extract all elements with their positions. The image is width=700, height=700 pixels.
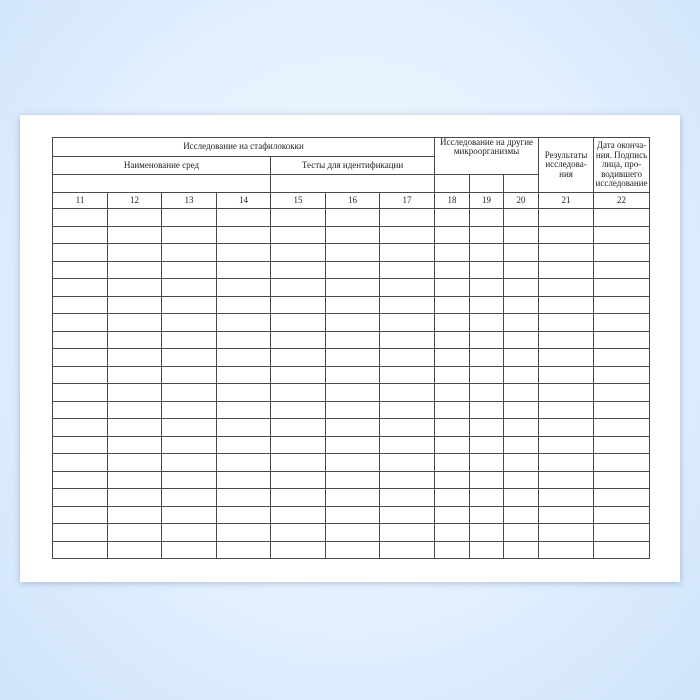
table-row xyxy=(53,366,650,384)
table-cell xyxy=(162,506,217,524)
table-cell xyxy=(380,261,435,279)
table-cell xyxy=(539,401,594,419)
other-subheader-cell xyxy=(504,175,539,193)
table-cell xyxy=(271,454,326,472)
table-cell xyxy=(217,471,271,489)
table-cell xyxy=(435,419,470,437)
table-cell xyxy=(539,261,594,279)
table-cell xyxy=(539,489,594,507)
table-cell xyxy=(53,541,108,559)
table-cell xyxy=(53,384,108,402)
table-row xyxy=(53,261,650,279)
table-cell xyxy=(594,436,650,454)
table-cell xyxy=(53,261,108,279)
table-cell xyxy=(594,296,650,314)
column-number: 12 xyxy=(108,193,162,209)
table-cell xyxy=(470,366,504,384)
table-cell xyxy=(435,384,470,402)
table-cell xyxy=(271,489,326,507)
table-cell xyxy=(271,506,326,524)
table-cell xyxy=(380,244,435,262)
table-cell xyxy=(435,279,470,297)
table-row xyxy=(53,436,650,454)
table-cell xyxy=(53,209,108,227)
table-cell xyxy=(108,436,162,454)
table-cell xyxy=(108,314,162,332)
table-cell xyxy=(271,296,326,314)
table-row xyxy=(53,314,650,332)
table-cell xyxy=(217,349,271,367)
table-cell xyxy=(53,279,108,297)
table-cell xyxy=(326,489,380,507)
table-cell xyxy=(271,541,326,559)
table-cell xyxy=(594,506,650,524)
table-cell xyxy=(217,226,271,244)
table-cell xyxy=(162,419,217,437)
table-cell xyxy=(539,436,594,454)
table-row xyxy=(53,349,650,367)
table-cell xyxy=(504,384,539,402)
table-row xyxy=(53,331,650,349)
table-cell xyxy=(380,489,435,507)
table-cell xyxy=(217,436,271,454)
table-cell xyxy=(380,366,435,384)
table-cell xyxy=(108,506,162,524)
table-cell xyxy=(504,436,539,454)
table-cell xyxy=(504,401,539,419)
table-row xyxy=(53,226,650,244)
column-number: 11 xyxy=(53,193,108,209)
table-cell xyxy=(326,244,380,262)
table-cell xyxy=(162,366,217,384)
results-header: Результаты исследова-ния xyxy=(539,138,594,193)
table-row xyxy=(53,489,650,507)
table-cell xyxy=(504,506,539,524)
table-cell xyxy=(380,384,435,402)
table-cell xyxy=(470,296,504,314)
table-cell xyxy=(470,244,504,262)
table-cell xyxy=(594,541,650,559)
table-cell xyxy=(271,401,326,419)
table-cell xyxy=(435,401,470,419)
table-cell xyxy=(435,314,470,332)
table-row xyxy=(53,384,650,402)
table-cell xyxy=(435,541,470,559)
table-cell xyxy=(162,244,217,262)
table-cell xyxy=(594,314,650,332)
table-cell xyxy=(53,314,108,332)
column-number: 17 xyxy=(380,193,435,209)
column-number: 13 xyxy=(162,193,217,209)
table-cell xyxy=(326,541,380,559)
table-cell xyxy=(217,331,271,349)
table-cell xyxy=(271,366,326,384)
table-cell xyxy=(271,436,326,454)
table-cell xyxy=(594,454,650,472)
table-cell xyxy=(53,471,108,489)
table-cell xyxy=(435,296,470,314)
table-cell xyxy=(108,209,162,227)
tests-subheader-cell xyxy=(271,175,435,193)
table-cell xyxy=(53,489,108,507)
table-cell xyxy=(53,349,108,367)
table-cell xyxy=(380,349,435,367)
table-cell xyxy=(217,261,271,279)
table-row xyxy=(53,401,650,419)
table-cell xyxy=(217,314,271,332)
table-cell xyxy=(504,471,539,489)
table-cell xyxy=(217,506,271,524)
table-cell xyxy=(162,489,217,507)
table-cell xyxy=(217,401,271,419)
table-cell xyxy=(108,226,162,244)
table-cell xyxy=(504,454,539,472)
table-cell xyxy=(470,454,504,472)
completion-date-header: Дата оконча-ния. Подпись лица, про-водившего исследование xyxy=(594,138,650,193)
table-cell xyxy=(217,489,271,507)
table-cell xyxy=(594,471,650,489)
table-cell xyxy=(108,261,162,279)
table-cell xyxy=(504,541,539,559)
other-subheader-cell xyxy=(470,175,504,193)
table-cell xyxy=(162,279,217,297)
table-cell xyxy=(435,349,470,367)
table-cell xyxy=(539,471,594,489)
table-cell xyxy=(108,296,162,314)
table-cell xyxy=(217,384,271,402)
table-cell xyxy=(271,524,326,542)
table-cell xyxy=(380,401,435,419)
table-row xyxy=(53,244,650,262)
table-cell xyxy=(435,436,470,454)
table-cell xyxy=(594,331,650,349)
table-cell xyxy=(435,506,470,524)
table-cell xyxy=(53,419,108,437)
table-cell xyxy=(380,296,435,314)
table-cell xyxy=(326,384,380,402)
table-cell xyxy=(217,541,271,559)
table-cell xyxy=(539,419,594,437)
table-cell xyxy=(162,401,217,419)
table-cell xyxy=(539,349,594,367)
table-cell xyxy=(504,296,539,314)
table-cell xyxy=(504,226,539,244)
media-subheader-cell xyxy=(53,175,271,193)
table-cell xyxy=(539,541,594,559)
table-cell xyxy=(108,524,162,542)
table-cell xyxy=(594,261,650,279)
column-number: 15 xyxy=(271,193,326,209)
table-cell xyxy=(594,209,650,227)
table-cell xyxy=(162,524,217,542)
table-cell xyxy=(53,226,108,244)
table-cell xyxy=(162,471,217,489)
table-cell xyxy=(539,209,594,227)
table-cell xyxy=(380,331,435,349)
table-cell xyxy=(435,366,470,384)
table-cell xyxy=(108,331,162,349)
table-cell xyxy=(504,209,539,227)
table-cell xyxy=(53,366,108,384)
column-number: 14 xyxy=(217,193,271,209)
table-cell xyxy=(271,349,326,367)
table-cell xyxy=(594,244,650,262)
table-cell xyxy=(326,314,380,332)
table-cell xyxy=(380,314,435,332)
table-cell xyxy=(53,296,108,314)
table-cell xyxy=(435,489,470,507)
table-cell xyxy=(504,366,539,384)
table-cell xyxy=(108,279,162,297)
column-number: 20 xyxy=(504,193,539,209)
table-row xyxy=(53,296,650,314)
table-cell xyxy=(594,401,650,419)
table-cell xyxy=(326,471,380,489)
table-cell xyxy=(108,489,162,507)
table-cell xyxy=(504,524,539,542)
table-cell xyxy=(435,331,470,349)
table-cell xyxy=(504,244,539,262)
table-cell xyxy=(380,419,435,437)
table-cell xyxy=(380,541,435,559)
table-cell xyxy=(162,436,217,454)
table-cell xyxy=(435,226,470,244)
table-cell xyxy=(504,331,539,349)
table-cell xyxy=(470,419,504,437)
table-cell xyxy=(53,244,108,262)
table-cell xyxy=(504,419,539,437)
table-cell xyxy=(539,296,594,314)
table-cell xyxy=(539,244,594,262)
column-number: 19 xyxy=(470,193,504,209)
table-cell xyxy=(539,279,594,297)
table-cell xyxy=(53,454,108,472)
journal-page xyxy=(20,115,680,582)
table-cell xyxy=(271,244,326,262)
table-cell xyxy=(217,296,271,314)
table-cell xyxy=(217,209,271,227)
table-cell xyxy=(271,314,326,332)
table-cell xyxy=(162,209,217,227)
table-cell xyxy=(504,349,539,367)
table-cell xyxy=(271,209,326,227)
table-cell xyxy=(108,244,162,262)
table-cell xyxy=(326,209,380,227)
table-cell xyxy=(53,524,108,542)
table-cell xyxy=(594,489,650,507)
table-cell xyxy=(108,541,162,559)
table-cell xyxy=(162,314,217,332)
table-cell xyxy=(470,384,504,402)
table-cell xyxy=(435,454,470,472)
table-cell xyxy=(470,209,504,227)
table-cell xyxy=(108,384,162,402)
table-cell xyxy=(380,454,435,472)
table-cell xyxy=(326,366,380,384)
table-cell xyxy=(108,471,162,489)
journal-body xyxy=(53,209,650,559)
table-cell xyxy=(380,279,435,297)
table-cell xyxy=(326,419,380,437)
table-cell xyxy=(594,366,650,384)
table-cell xyxy=(380,524,435,542)
table-cell xyxy=(162,349,217,367)
table-cell xyxy=(539,331,594,349)
table-cell xyxy=(470,436,504,454)
table-row xyxy=(53,541,650,559)
table-cell xyxy=(271,279,326,297)
table-cell xyxy=(271,226,326,244)
table-cell xyxy=(470,401,504,419)
table-cell xyxy=(162,296,217,314)
table-cell xyxy=(162,541,217,559)
table-cell xyxy=(594,279,650,297)
table-cell xyxy=(326,506,380,524)
table-cell xyxy=(271,261,326,279)
table-cell xyxy=(271,419,326,437)
table-cell xyxy=(470,279,504,297)
table-cell xyxy=(53,401,108,419)
table-cell xyxy=(271,471,326,489)
table-cell xyxy=(435,261,470,279)
table-cell xyxy=(326,261,380,279)
table-cell xyxy=(162,384,217,402)
table-cell xyxy=(435,524,470,542)
table-row xyxy=(53,524,650,542)
table-row xyxy=(53,454,650,472)
table-cell xyxy=(53,331,108,349)
table-cell xyxy=(326,331,380,349)
table-cell xyxy=(470,226,504,244)
table-cell xyxy=(594,384,650,402)
table-cell xyxy=(108,366,162,384)
table-cell xyxy=(594,349,650,367)
table-cell xyxy=(217,244,271,262)
table-cell xyxy=(504,489,539,507)
table-cell xyxy=(435,471,470,489)
table-cell xyxy=(539,366,594,384)
table-cell xyxy=(539,454,594,472)
table-cell xyxy=(594,419,650,437)
table-cell xyxy=(380,436,435,454)
table-cell xyxy=(539,384,594,402)
table-cell xyxy=(470,506,504,524)
table-cell xyxy=(470,314,504,332)
table-cell xyxy=(539,314,594,332)
table-cell xyxy=(326,226,380,244)
table-cell xyxy=(326,436,380,454)
media-names-header: Наименование сред xyxy=(53,157,271,175)
table-cell xyxy=(217,454,271,472)
table-cell xyxy=(162,454,217,472)
table-cell xyxy=(380,471,435,489)
table-cell xyxy=(470,489,504,507)
table-cell xyxy=(108,419,162,437)
table-cell xyxy=(504,314,539,332)
table-cell xyxy=(435,244,470,262)
other-microorganisms-header: Исследование на другие микроорганизмы xyxy=(435,138,539,175)
table-cell xyxy=(108,454,162,472)
table-cell xyxy=(470,471,504,489)
table-cell xyxy=(539,524,594,542)
table-cell xyxy=(470,261,504,279)
table-cell xyxy=(271,331,326,349)
table-cell xyxy=(539,226,594,244)
other-subheader-cell xyxy=(435,175,470,193)
journal-table xyxy=(52,137,650,559)
table-cell xyxy=(217,524,271,542)
table-cell xyxy=(435,209,470,227)
table-cell xyxy=(108,349,162,367)
table-cell xyxy=(326,454,380,472)
column-number: 16 xyxy=(326,193,380,209)
table-cell xyxy=(594,226,650,244)
column-number: 18 xyxy=(435,193,470,209)
table-cell xyxy=(326,349,380,367)
table-cell xyxy=(217,279,271,297)
table-cell xyxy=(504,279,539,297)
table-cell xyxy=(217,366,271,384)
table-cell xyxy=(162,261,217,279)
column-number: 22 xyxy=(594,193,650,209)
identification-tests-header: Тесты для идентификации xyxy=(271,157,435,175)
table-cell xyxy=(53,436,108,454)
table-cell xyxy=(162,331,217,349)
table-cell xyxy=(217,419,271,437)
table-row xyxy=(53,419,650,437)
table-row xyxy=(53,209,650,227)
table-cell xyxy=(504,261,539,279)
table-cell xyxy=(380,209,435,227)
table-cell xyxy=(326,524,380,542)
table-cell xyxy=(162,226,217,244)
column-number-row xyxy=(53,193,650,209)
table-cell xyxy=(271,384,326,402)
table-cell xyxy=(539,506,594,524)
table-cell xyxy=(380,226,435,244)
table-cell xyxy=(108,401,162,419)
table-cell xyxy=(470,541,504,559)
table-cell xyxy=(594,524,650,542)
column-number: 21 xyxy=(539,193,594,209)
table-cell xyxy=(380,506,435,524)
table-cell xyxy=(326,296,380,314)
staph-study-header: Исследование на стафилококки xyxy=(53,138,435,157)
table-cell xyxy=(326,279,380,297)
table-row xyxy=(53,279,650,297)
table-cell xyxy=(53,506,108,524)
table-cell xyxy=(326,401,380,419)
table-row xyxy=(53,506,650,524)
table-row xyxy=(53,471,650,489)
table-cell xyxy=(470,331,504,349)
table-cell xyxy=(470,524,504,542)
table-cell xyxy=(470,349,504,367)
